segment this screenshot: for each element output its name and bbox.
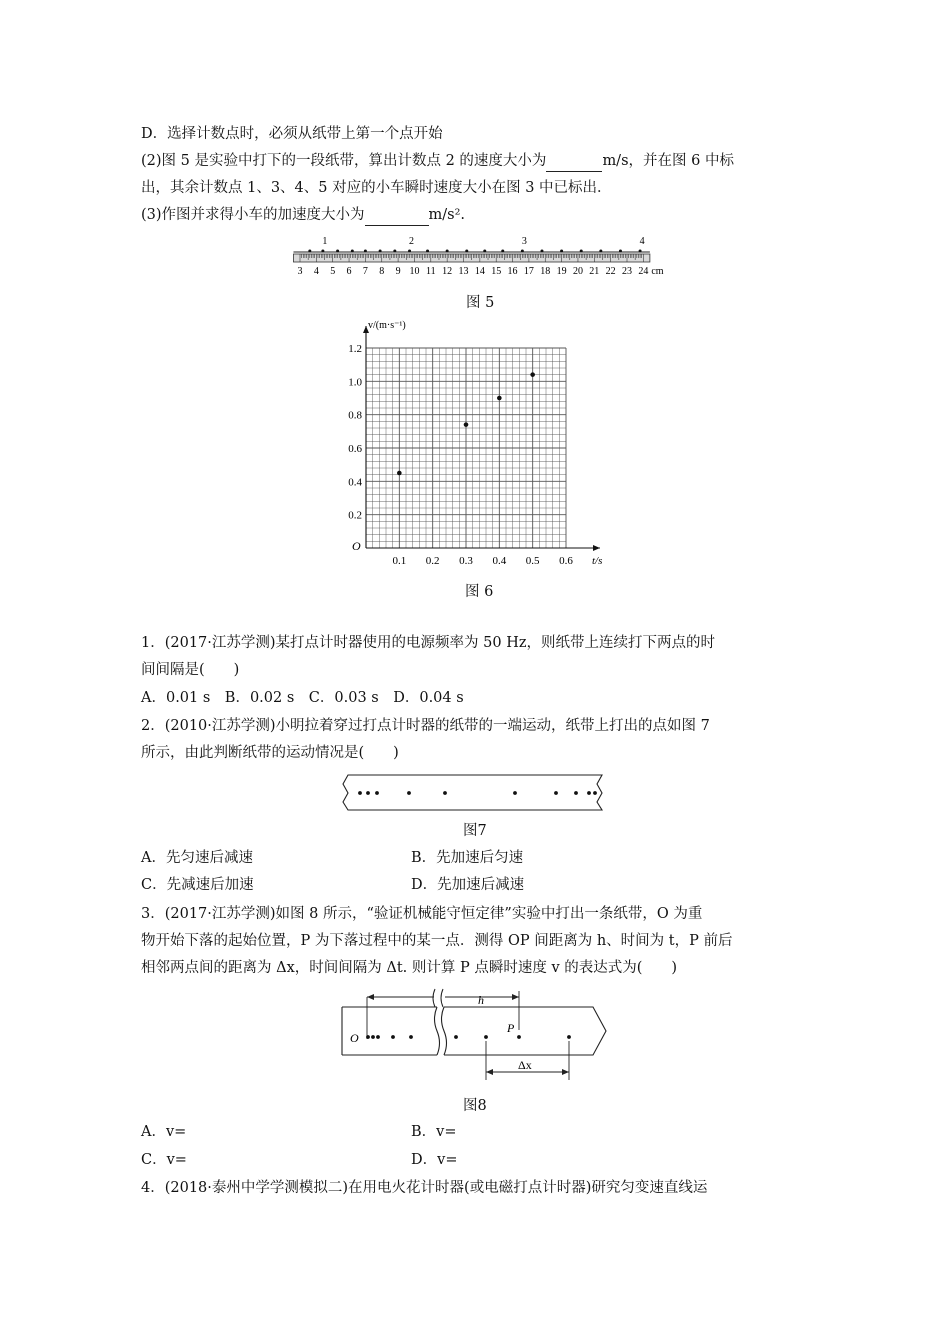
tape-dot: [379, 250, 382, 253]
tape-dot: [483, 250, 486, 253]
tape-dot: [513, 791, 517, 795]
scale-unit: cm: [651, 266, 664, 277]
scale-label: 22: [605, 266, 616, 277]
question-1-line-1: 1．(2017·江苏学测)某打点计时器使用的电源频率为 50 Hz，则纸带上连续打下两点的时: [141, 635, 716, 651]
x-tick-label: 0.6: [559, 555, 573, 567]
figure-8-caption: 图8: [463, 1098, 487, 1114]
question-3-line-2: 物开始下落的起始位置，P 为下落过程中的某一点．测得 OP 间距离为 h、时间为 t，P 前后: [141, 933, 733, 949]
tape-dot: [443, 791, 447, 795]
question-3-option-b: B．v=: [411, 1124, 457, 1140]
tape-dot: [580, 250, 583, 253]
y-tick-label: 1.0: [348, 376, 362, 389]
tape-dot: [376, 1035, 380, 1039]
count-point-label: 3: [521, 236, 527, 247]
part2-text: (2)图 5 是实验中打下的一段纸带，算出计数点 2 的速度大小为: [141, 153, 547, 169]
data-point: [530, 372, 535, 377]
y-tick-label: 0.4: [348, 476, 362, 489]
y-tick-label: 0.8: [348, 409, 362, 422]
scale-label: 4: [313, 266, 319, 277]
figure-8-tape: [340, 985, 610, 1085]
question-3-line-3: 相邻两点间的距离为 Δx，时间间隔为 Δt. 则计算 P 点瞬时速度 v 的表达式为( ): [141, 960, 678, 976]
answer-blank-1[interactable]: [546, 151, 602, 172]
question-2-option-d: D．先加速后减速: [411, 877, 525, 893]
tape-dot: [574, 791, 578, 795]
option-d-line: D．选择计数点时，必须从纸带上第一个点开始: [141, 126, 443, 142]
scale-label: 10: [409, 266, 420, 277]
question-1-line-2: 间间隔是( ): [141, 662, 240, 678]
tape-dot: [639, 250, 642, 253]
tape-dot: [540, 250, 543, 253]
tape-dot: [409, 1035, 413, 1039]
scale-label: 8: [379, 266, 385, 277]
x-tick-label: 0.5: [525, 555, 540, 567]
figure-6-vt-graph: [340, 318, 620, 568]
fig8-O-label: O: [350, 1031, 359, 1045]
part3-line: [141, 205, 465, 226]
tape-dot: [517, 1035, 521, 1039]
question-2-line-2: 所示，由此判断纸带的运动情况是( ): [141, 745, 399, 761]
scale-label: 23: [622, 266, 632, 277]
tape-dot: [371, 1035, 375, 1039]
origin-label: O: [352, 539, 361, 553]
tape-dot: [501, 250, 504, 253]
answer-blank-2[interactable]: [365, 205, 429, 226]
count-point-label: 2: [409, 236, 415, 247]
scale-label: 20: [572, 266, 583, 277]
data-point: [397, 471, 402, 476]
scale-label: 11: [425, 266, 436, 277]
part2-line-2: 出，其余计数点 1、3、4、5 对应的小车瞬时速度大小在图 3 中已标出．: [141, 180, 612, 196]
x-tick-label: 0.2: [425, 555, 440, 567]
tape-dot: [587, 791, 591, 795]
tape-dot: [308, 250, 311, 253]
tape-dot: [366, 791, 370, 795]
scale-label: 18: [540, 266, 551, 277]
tape-dot: [619, 250, 622, 253]
figure-7-caption: 图7: [463, 823, 487, 839]
scale-label: 14: [474, 266, 485, 277]
figure-6-caption: 图 6: [465, 584, 494, 600]
question-2-line-1: 2．(2010·江苏学测)小明拉着穿过打点计时器的纸带的一端运动，纸带上打出的点如图 7: [141, 718, 710, 734]
tape-dot: [391, 1035, 395, 1039]
question-2-option-b: B．先加速后匀速: [411, 850, 524, 866]
y-tick-label: 1.2: [348, 343, 362, 355]
tape-dot: [393, 250, 396, 253]
scale-label: 19: [556, 266, 567, 277]
tape-dot: [364, 250, 367, 253]
scale-label: 17: [523, 266, 534, 277]
tape-dot: [426, 250, 429, 253]
tape-dot: [599, 250, 602, 253]
tape-dot: [554, 791, 558, 795]
scale-label: 21: [589, 266, 600, 277]
y-tick-label: 0.6: [348, 443, 362, 455]
question-3-line-1: 3．(2017·江苏学测)如图 8 所示，“验证机械能守恒定律”实验中打出一条纸带，O 为重: [141, 906, 703, 922]
tape-dot: [351, 250, 354, 253]
x-tick-label: 0.1: [392, 555, 407, 567]
scale-label: 9: [395, 266, 401, 277]
tape-dot: [358, 791, 362, 795]
tape-dot: [366, 1035, 370, 1039]
data-point: [464, 422, 469, 427]
scale-label: 24: [638, 266, 649, 277]
fig8-P-label: P: [507, 1021, 515, 1035]
tape-dot: [336, 250, 339, 253]
x-axis-label: t/s: [592, 555, 603, 567]
question-2-option-c: C．先减速后加速: [141, 877, 254, 893]
question-2-option-a: A．先匀速后减速: [141, 850, 253, 866]
data-point: [497, 396, 502, 401]
question-4-line-1: 4．(2018·泰州中学学测模拟二)在用电火花计时器(或电磁打点计时器)研究匀变速直线运: [141, 1180, 708, 1196]
fig8-h-label: h: [478, 993, 484, 1007]
tape-dot: [593, 791, 597, 795]
scale-label: 15: [491, 266, 502, 277]
tape-dot: [560, 250, 563, 253]
question-3-option-c: C．v=: [141, 1152, 187, 1168]
tape-dot: [408, 250, 411, 253]
part2-line: [141, 151, 734, 172]
tape-dot: [454, 1035, 458, 1039]
figure-5-caption: 图 5: [466, 295, 495, 311]
count-point-label: 4: [639, 236, 645, 247]
part3-unit: m/s².: [428, 207, 466, 223]
y-axis-label: v/(m·s⁻¹): [368, 320, 406, 331]
y-tick-label: 0.2: [348, 509, 362, 522]
part2-unit: m/s，并在图 6 中标: [602, 153, 734, 169]
question-1-options: A．0.01 s B．0.02 s C．0.03 s D．0.04 s: [141, 690, 464, 706]
scale-label: 7: [362, 266, 368, 277]
scale-label: 3: [297, 266, 303, 277]
tape-dot: [567, 1035, 571, 1039]
question-3-option-d: D．v=: [411, 1152, 458, 1168]
scale-label: 5: [330, 266, 336, 277]
count-point-label: 1: [322, 236, 328, 247]
tape-dot: [465, 250, 468, 253]
figure-7-tape: [340, 773, 610, 813]
tape-dot: [375, 791, 379, 795]
tape-dot: [521, 250, 524, 253]
scale-label: 16: [507, 266, 518, 277]
scale-label: 12: [442, 266, 453, 277]
tape-dot: [484, 1035, 488, 1039]
figure-5-ruler: [288, 232, 668, 282]
x-tick-label: 0.4: [492, 555, 507, 567]
tape-dot: [321, 250, 324, 253]
tape-dot: [407, 791, 411, 795]
tape-dot: [446, 250, 449, 253]
scale-label: 13: [458, 266, 469, 277]
part3-text: (3)作图并求得小车的加速度大小为: [141, 207, 365, 223]
scale-label: 6: [346, 266, 352, 277]
question-3-option-a: A．v=: [141, 1124, 187, 1140]
x-tick-label: 0.3: [459, 555, 473, 567]
fig8-dx-label: Δx: [518, 1058, 532, 1072]
